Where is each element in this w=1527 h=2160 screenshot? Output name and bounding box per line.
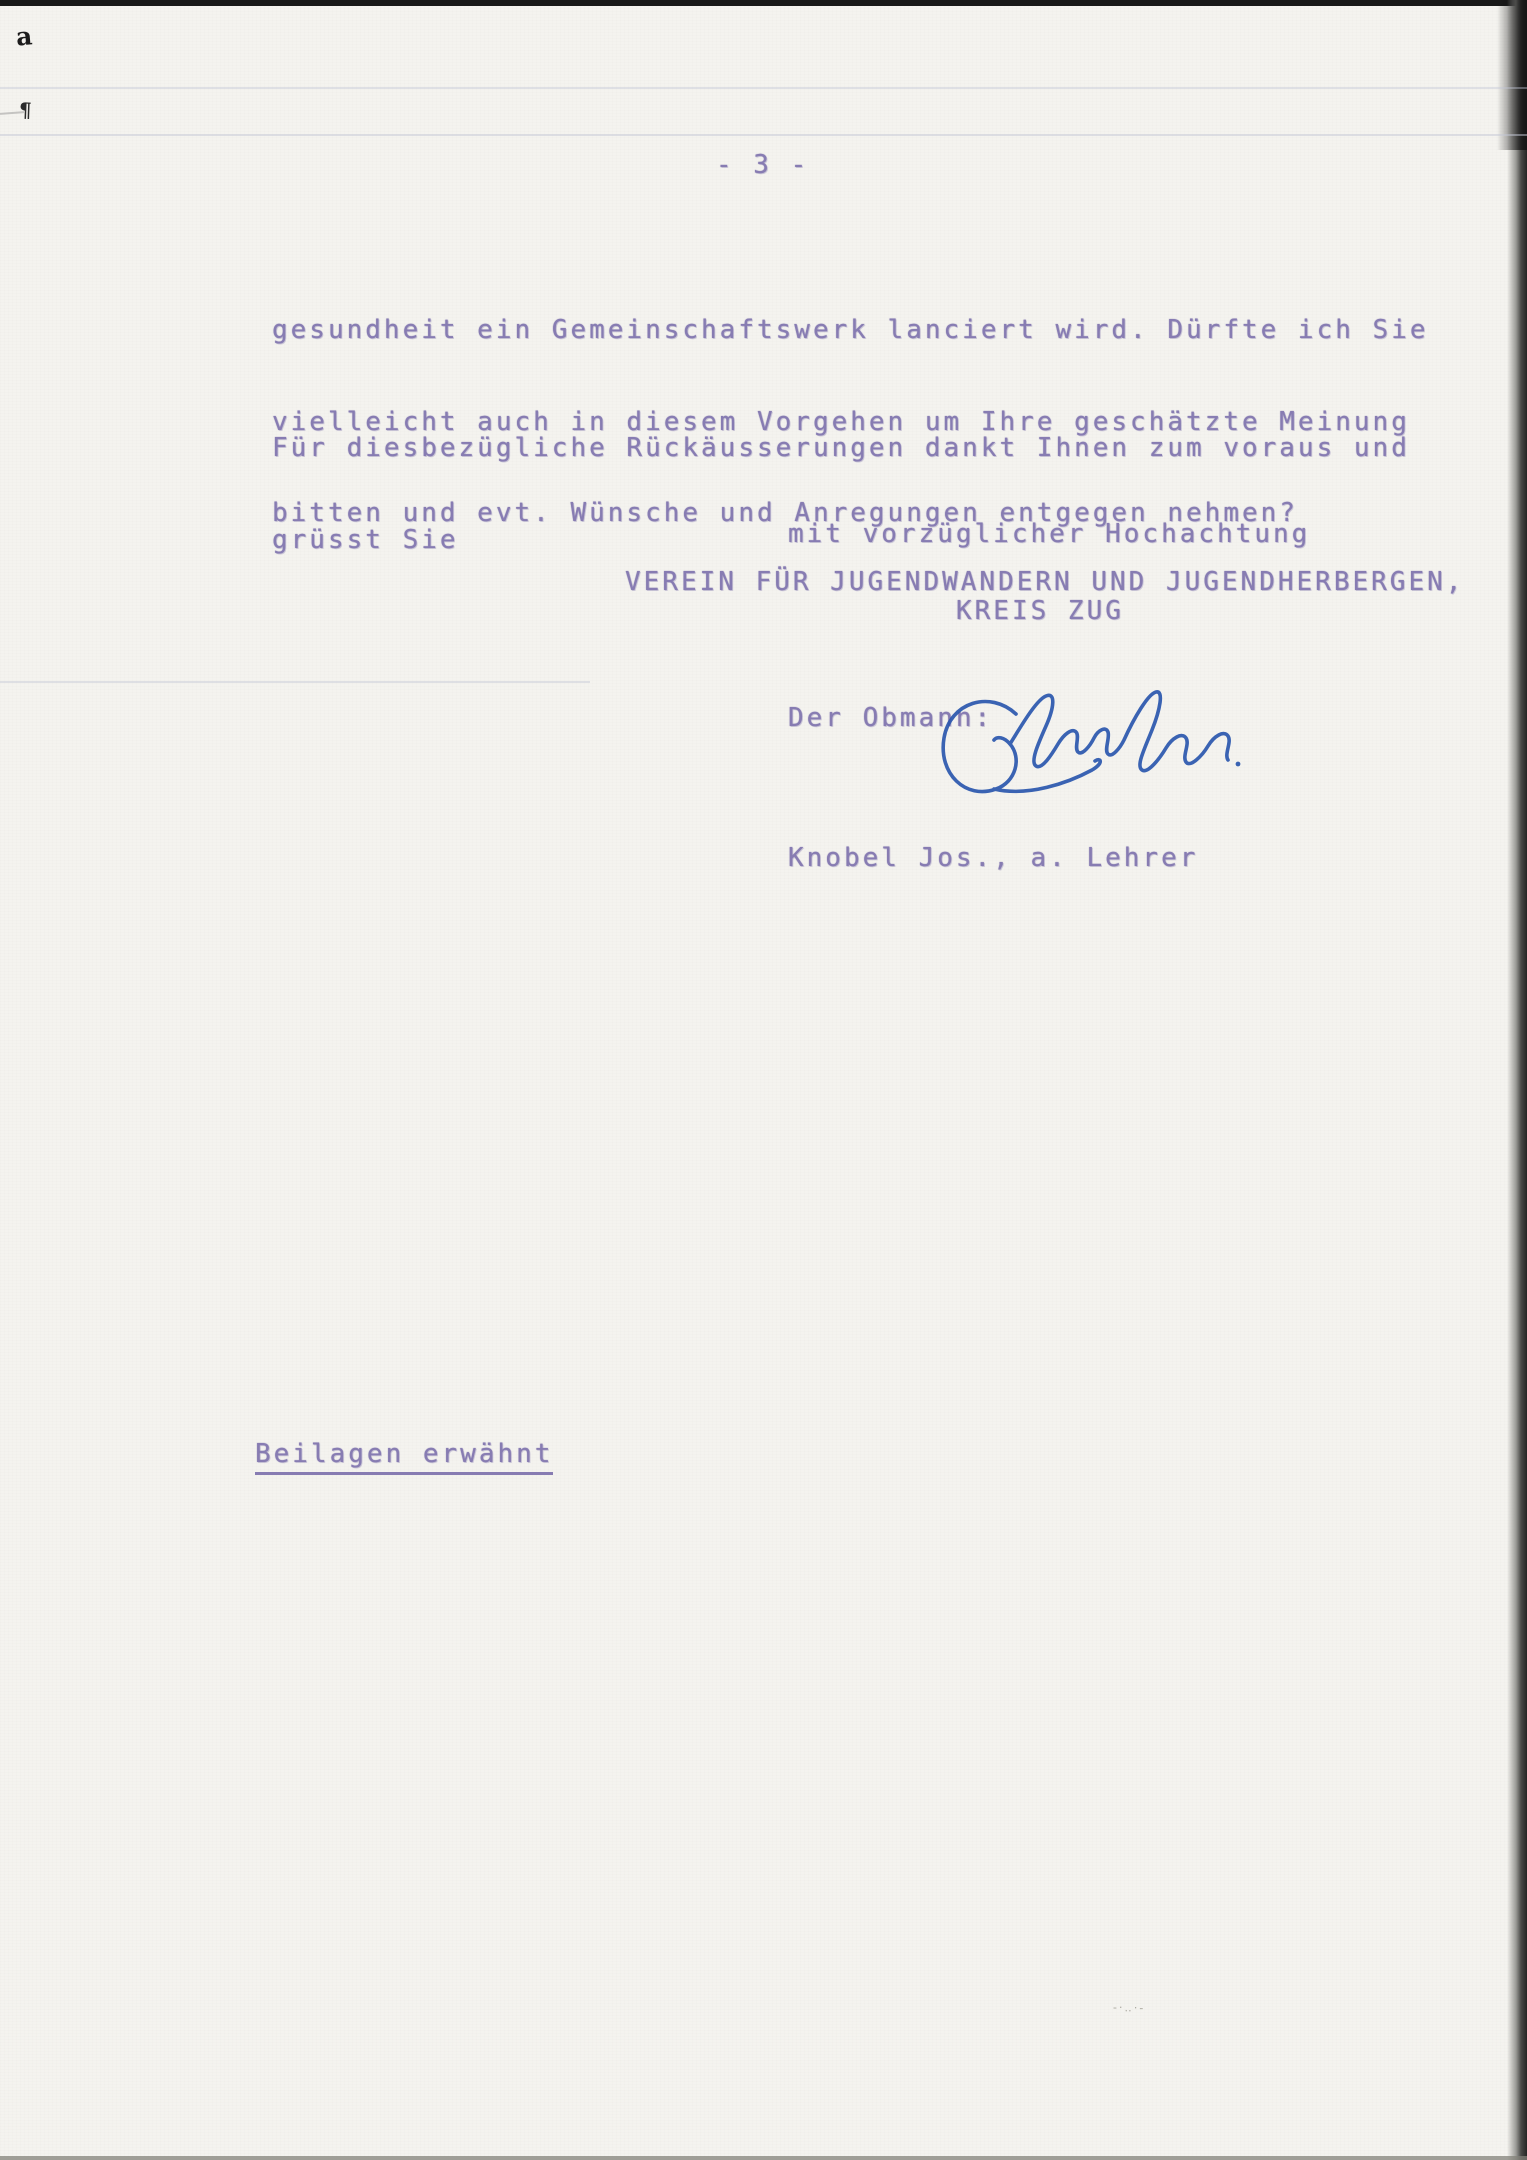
organization-name-line1: VEREIN FÜR JUGENDWANDERN UND JUGENDHERBERGEN, (625, 567, 1465, 597)
enclosures-note: Beilagen erwähnt (255, 1439, 553, 1475)
scan-edge-top (0, 0, 1527, 6)
signature-handwriting (920, 686, 1250, 811)
scan-line (0, 87, 1527, 89)
scan-line (0, 134, 1527, 136)
margin-mark-lower: ¶ (18, 97, 33, 123)
closing-salutation: mit vorzüglicher Hochachtung (788, 519, 1311, 549)
paragraph-line: bitten und evt. Wünsche und Anregungen entgegen nehmen? (272, 498, 1298, 528)
signer-typed-name: Knobel Jos., a. Lehrer (788, 843, 1199, 873)
scan-edge-right (1507, 0, 1527, 2160)
paragraph-line: Für diesbezügliche Rückäusserungen dankt Ihnen zum voraus und (272, 433, 1410, 463)
margin-mark-top: a (14, 21, 34, 52)
scan-edge-right-top (1497, 0, 1527, 150)
scan-line (0, 681, 590, 683)
paragraph-line: vielleicht auch in diesem Vorgehen um Ihre geschätzte Meinung (272, 406, 1410, 437)
paragraph-line: gesundheit ein Gemeinschaftswerk lanciert wird. Dürfte ich Sie (272, 315, 1429, 345)
organization-name-line2: KREIS ZUG (956, 596, 1124, 626)
signature-ink-strokes (920, 686, 1250, 811)
scan-edge-bottom (0, 2156, 1527, 2160)
signer-role: Der Obmann: (788, 703, 994, 733)
page-number: - 3 - (716, 150, 810, 180)
pencil-scribble: ‐·‥·‐ (1112, 2000, 1146, 2015)
paragraph-line: grüsst Sie (272, 524, 459, 555)
